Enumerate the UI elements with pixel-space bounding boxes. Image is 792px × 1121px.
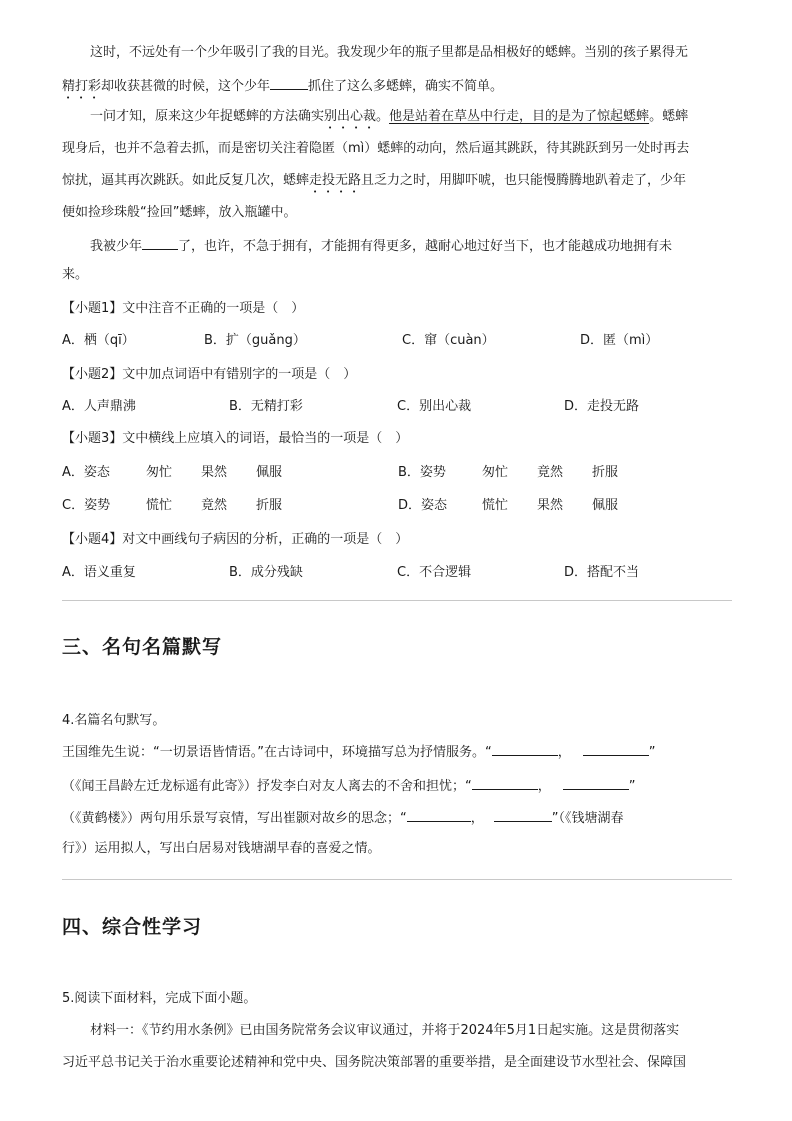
text-segment: 惊扰，逼其再次跳跃。如此反复几次，蟋蟀	[62, 173, 310, 188]
fill-blank[interactable]	[472, 776, 538, 790]
q2-option-b[interactable]: B．无精打彩	[229, 399, 303, 414]
option-word: A．姿态	[62, 465, 110, 480]
option-word: 慌忙	[146, 498, 173, 513]
text-segment: （《闻王昌龄左迁龙标遥有此寄》）抒发李白对友人离去的不舍和担忧；“	[62, 779, 472, 794]
section-divider	[62, 600, 732, 601]
material-line: 材料一：《节约用水条例》已由国务院常务会议审议通过，并将于2024年5月1日起实施。这是贯彻落实	[90, 1023, 680, 1038]
option-word: B．姿势	[398, 465, 446, 480]
fill-blank[interactable]	[142, 236, 178, 250]
passage-line	[62, 172, 686, 196]
question-number: 4.名篇名句默写。	[62, 713, 166, 728]
recitation-line	[62, 808, 624, 828]
text-segment: ，	[537, 779, 551, 794]
recitation-line: 行》）运用拟人，写出白居易对钱塘湖早春的喜爱之情。	[62, 841, 381, 856]
fill-blank[interactable]	[270, 76, 308, 90]
text-segment: 抓住了这么多蟋蟀，确实不简单。	[308, 79, 504, 94]
text-segment: 王国维先生说：“一切景语皆情语。”在古诗词中，环境描写总为抒情服务。“	[62, 745, 492, 760]
text-segment: 我被少年	[90, 239, 143, 254]
passage-line: 来。	[62, 267, 89, 282]
q3-option-c[interactable]	[62, 497, 283, 515]
text-segment: （《黄鹤楼》）两句用乐景写哀情，写出崔颢对故乡的思念；“	[62, 811, 407, 826]
option-word: 竟然	[201, 498, 228, 513]
fill-blank[interactable]	[583, 742, 649, 756]
text-segment: 。	[376, 109, 390, 124]
text-segment: ，	[557, 745, 571, 760]
recitation-line	[62, 776, 636, 796]
question-3: 【小题3】文中横线上应填入的词语，最恰当的一项是（ ）	[62, 431, 409, 446]
option-word: 慌忙	[482, 498, 509, 513]
recitation-line	[62, 742, 655, 762]
option-word: 竟然	[537, 465, 564, 480]
option-word: 佩服	[592, 498, 619, 513]
q1-option-a[interactable]: A．栖（qī）	[62, 333, 135, 348]
passage-line	[90, 108, 688, 132]
q2-option-c[interactable]: C．别出心裁	[397, 399, 472, 414]
option-word: 果然	[201, 465, 228, 480]
option-word: 匆忙	[482, 465, 509, 480]
q1-option-c[interactable]: C．窜（cuàn）	[402, 333, 495, 348]
option-word: 佩服	[256, 465, 283, 480]
q3-option-b[interactable]	[398, 464, 619, 482]
dotted-word: 别出心裁	[324, 109, 377, 124]
fill-blank[interactable]	[563, 776, 629, 790]
q3-option-d[interactable]	[398, 497, 619, 515]
option-word: 折服	[256, 498, 283, 513]
question-1: 【小题1】文中注音不正确的一项是（ ）	[62, 301, 305, 316]
text-segment: ”（《钱塘湖春	[551, 811, 624, 826]
option-word: 匆忙	[146, 465, 173, 480]
option-word: C．姿势	[62, 498, 111, 513]
question-number: 5.阅读下面材料，完成下面小题。	[62, 991, 257, 1006]
section-3-title: 三、名句名篇默写	[62, 636, 223, 658]
passage-line	[62, 76, 503, 102]
section-divider	[62, 879, 732, 880]
q1-option-d[interactable]: D．匿（mì）	[580, 333, 659, 348]
passage-line: 现身后，也并不急着去抓，而是密切关注着隐匿（mì）蟋蟀的动向，然后逼其跳跃，待其跳跃到另一处时再去	[62, 141, 690, 156]
passage-line	[90, 236, 672, 256]
option-word: D．姿态	[398, 498, 448, 513]
text-segment: ”	[628, 779, 636, 794]
q2-option-d[interactable]: D．走投无路	[564, 399, 640, 414]
q4-option-c[interactable]: C．不合逻辑	[397, 565, 472, 580]
text-segment: 却收获甚微的时候，这个少年	[101, 79, 271, 94]
text-segment: ”	[648, 745, 656, 760]
q1-option-b[interactable]: B．扩（guǎng）	[204, 333, 306, 348]
fill-blank[interactable]	[492, 742, 558, 756]
text-segment: ，	[470, 811, 484, 826]
dotted-word: 精打彩	[62, 79, 102, 94]
fill-blank[interactable]	[407, 808, 471, 822]
option-word: 折服	[592, 465, 619, 480]
passage-line: 这时，不远处有一个少年吸引了我的目光。我发现少年的瓶子里都是品相极好的蟋蟀。当别的孩子累得无	[90, 45, 689, 60]
dotted-word: 走投无路	[309, 173, 362, 188]
material-line: 习近平总书记关于治水重要论述精神和党中央、国务院决策部署的重要举措，是全面建设节水型社会、保障国	[62, 1055, 687, 1070]
text-segment: 。蟋蟀	[649, 109, 689, 124]
text-segment: 且乏力之时，用脚吓唬，也只能慢腾腾地趴着走了，少年	[361, 173, 687, 188]
text-segment: 一问才知，原来这少年捉蟋蟀的方法确实	[90, 109, 325, 124]
fill-blank[interactable]	[494, 808, 552, 822]
q4-option-d[interactable]: D．搭配不当	[564, 565, 640, 580]
section-4-title: 四、综合性学习	[62, 916, 203, 938]
text-segment: 了，也许，不急于拥有，才能拥有得更多，越耐心地过好当下，也才能越成功地拥有未	[178, 239, 673, 254]
q4-option-b[interactable]: B．成分残缺	[229, 565, 303, 580]
option-word: 果然	[537, 498, 564, 513]
q3-option-a[interactable]	[62, 464, 283, 482]
q2-option-a[interactable]: A．人声鼎沸	[62, 399, 136, 414]
question-4: 【小题4】对文中画线句子病因的分析，正确的一项是（ ）	[62, 532, 409, 547]
passage-line: 便如捡珍珠般“捡回”蟋蟀，放入瓶罐中。	[62, 205, 297, 220]
q4-option-a[interactable]: A．语义重复	[62, 565, 136, 580]
question-2: 【小题2】文中加点词语中有错别字的一项是（ ）	[62, 367, 357, 382]
underlined-sentence: 他是站着在草丛中行走，目的是为了惊起蟋蟀	[389, 109, 650, 124]
